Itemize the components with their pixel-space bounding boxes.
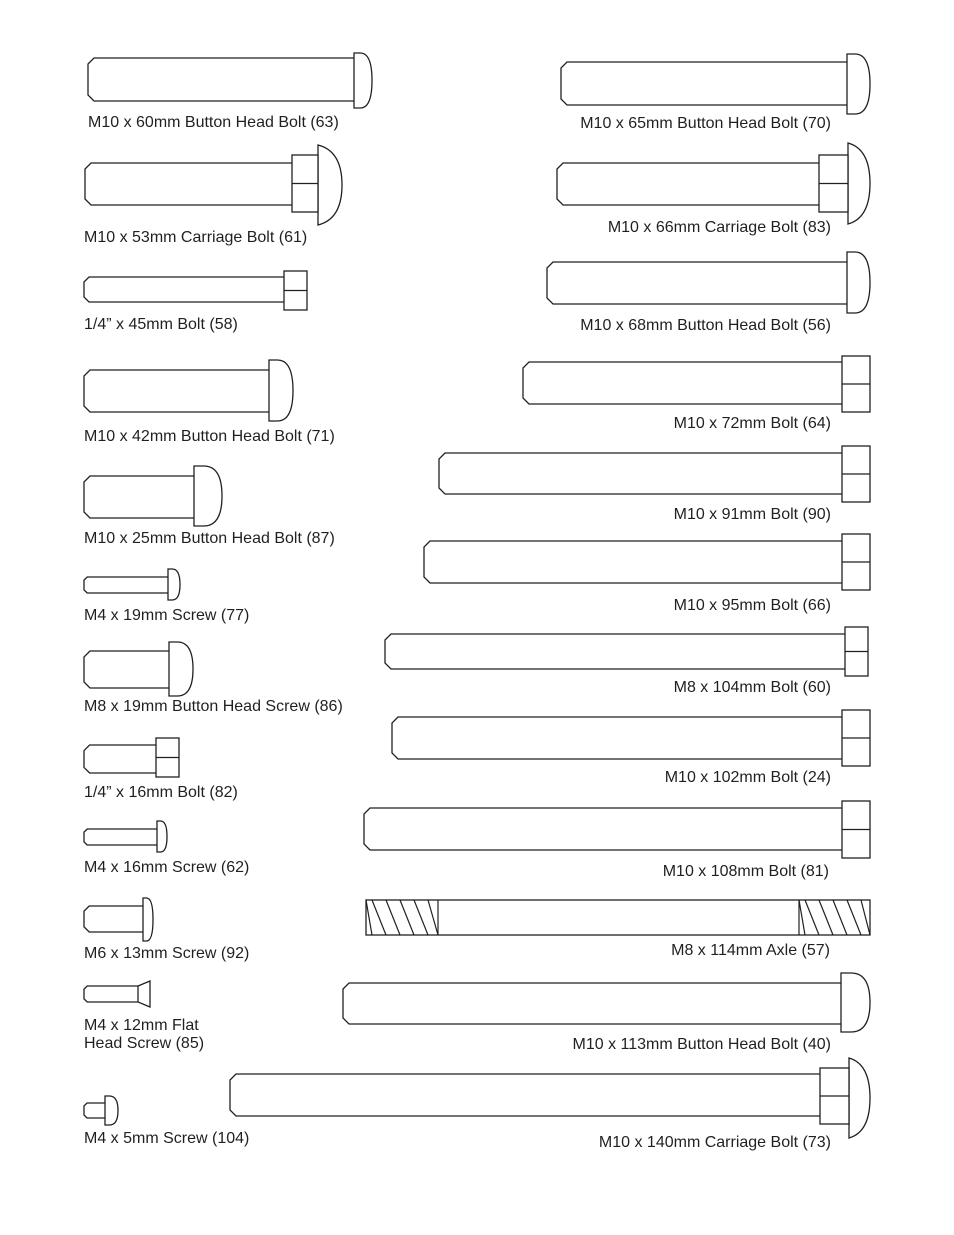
label-part-86: M8 x 19mm Button Head Screw (86) bbox=[84, 698, 343, 715]
label-part-58: 1/4” x 45mm Bolt (58) bbox=[84, 316, 238, 333]
part-drawing-104 bbox=[84, 1096, 118, 1125]
part-drawing-62 bbox=[84, 821, 167, 852]
part-drawing-71 bbox=[84, 360, 293, 421]
label-part-56: M10 x 68mm Button Head Bolt (56) bbox=[580, 317, 831, 334]
part-drawing-64 bbox=[523, 356, 870, 412]
label-part-85: M4 x 12mm Flat Head Screw (85) bbox=[84, 1017, 205, 1052]
label-part-87: M10 x 25mm Button Head Bolt (87) bbox=[84, 530, 335, 547]
part-drawing-73 bbox=[230, 1058, 870, 1138]
part-drawing-56 bbox=[547, 252, 870, 313]
label-part-62: M4 x 16mm Screw (62) bbox=[84, 859, 250, 876]
part-drawing-66 bbox=[424, 534, 870, 590]
part-drawing-60 bbox=[385, 627, 868, 676]
part-drawing-85 bbox=[84, 981, 150, 1007]
label-part-64: M10 x 72mm Bolt (64) bbox=[673, 415, 831, 432]
label-part-57: M8 x 114mm Axle (57) bbox=[671, 942, 830, 959]
part-drawing-63 bbox=[88, 53, 372, 108]
part-drawing-83 bbox=[557, 143, 870, 224]
part-drawing-92 bbox=[84, 898, 153, 941]
label-part-60: M8 x 104mm Bolt (60) bbox=[673, 679, 831, 696]
part-drawing-87 bbox=[84, 466, 222, 526]
label-part-63: M10 x 60mm Button Head Bolt (63) bbox=[88, 114, 339, 131]
part-drawing-90 bbox=[439, 446, 870, 502]
part-drawing-81 bbox=[364, 801, 870, 858]
label-part-70: M10 x 65mm Button Head Bolt (70) bbox=[580, 115, 831, 132]
label-part-92: M6 x 13mm Screw (92) bbox=[84, 945, 250, 962]
part-drawing-82 bbox=[84, 738, 179, 777]
label-part-40: M10 x 113mm Button Head Bolt (40) bbox=[572, 1036, 831, 1053]
part-drawing-24 bbox=[392, 710, 870, 766]
label-part-77: M4 x 19mm Screw (77) bbox=[84, 607, 250, 624]
label-part-90: M10 x 91mm Bolt (90) bbox=[673, 506, 831, 523]
label-part-83: M10 x 66mm Carriage Bolt (83) bbox=[607, 219, 831, 236]
label-part-66: M10 x 95mm Bolt (66) bbox=[673, 597, 831, 614]
label-part-81: M10 x 108mm Bolt (81) bbox=[662, 863, 829, 880]
label-part-82: 1/4” x 16mm Bolt (82) bbox=[84, 784, 238, 801]
label-part-73: M10 x 140mm Carriage Bolt (73) bbox=[598, 1134, 831, 1151]
part-drawing-40 bbox=[343, 973, 870, 1032]
label-part-104: M4 x 5mm Screw (104) bbox=[84, 1130, 250, 1147]
label-part-71: M10 x 42mm Button Head Bolt (71) bbox=[84, 428, 335, 445]
part-drawing-58 bbox=[84, 271, 307, 310]
part-drawing-61 bbox=[85, 145, 342, 225]
part-drawing-57 bbox=[366, 900, 870, 935]
part-drawing-86 bbox=[84, 642, 193, 696]
label-part-61: M10 x 53mm Carriage Bolt (61) bbox=[84, 229, 308, 246]
label-part-24: M10 x 102mm Bolt (24) bbox=[664, 769, 831, 786]
part-drawing-77 bbox=[84, 569, 180, 600]
part-drawing-70 bbox=[561, 54, 870, 114]
